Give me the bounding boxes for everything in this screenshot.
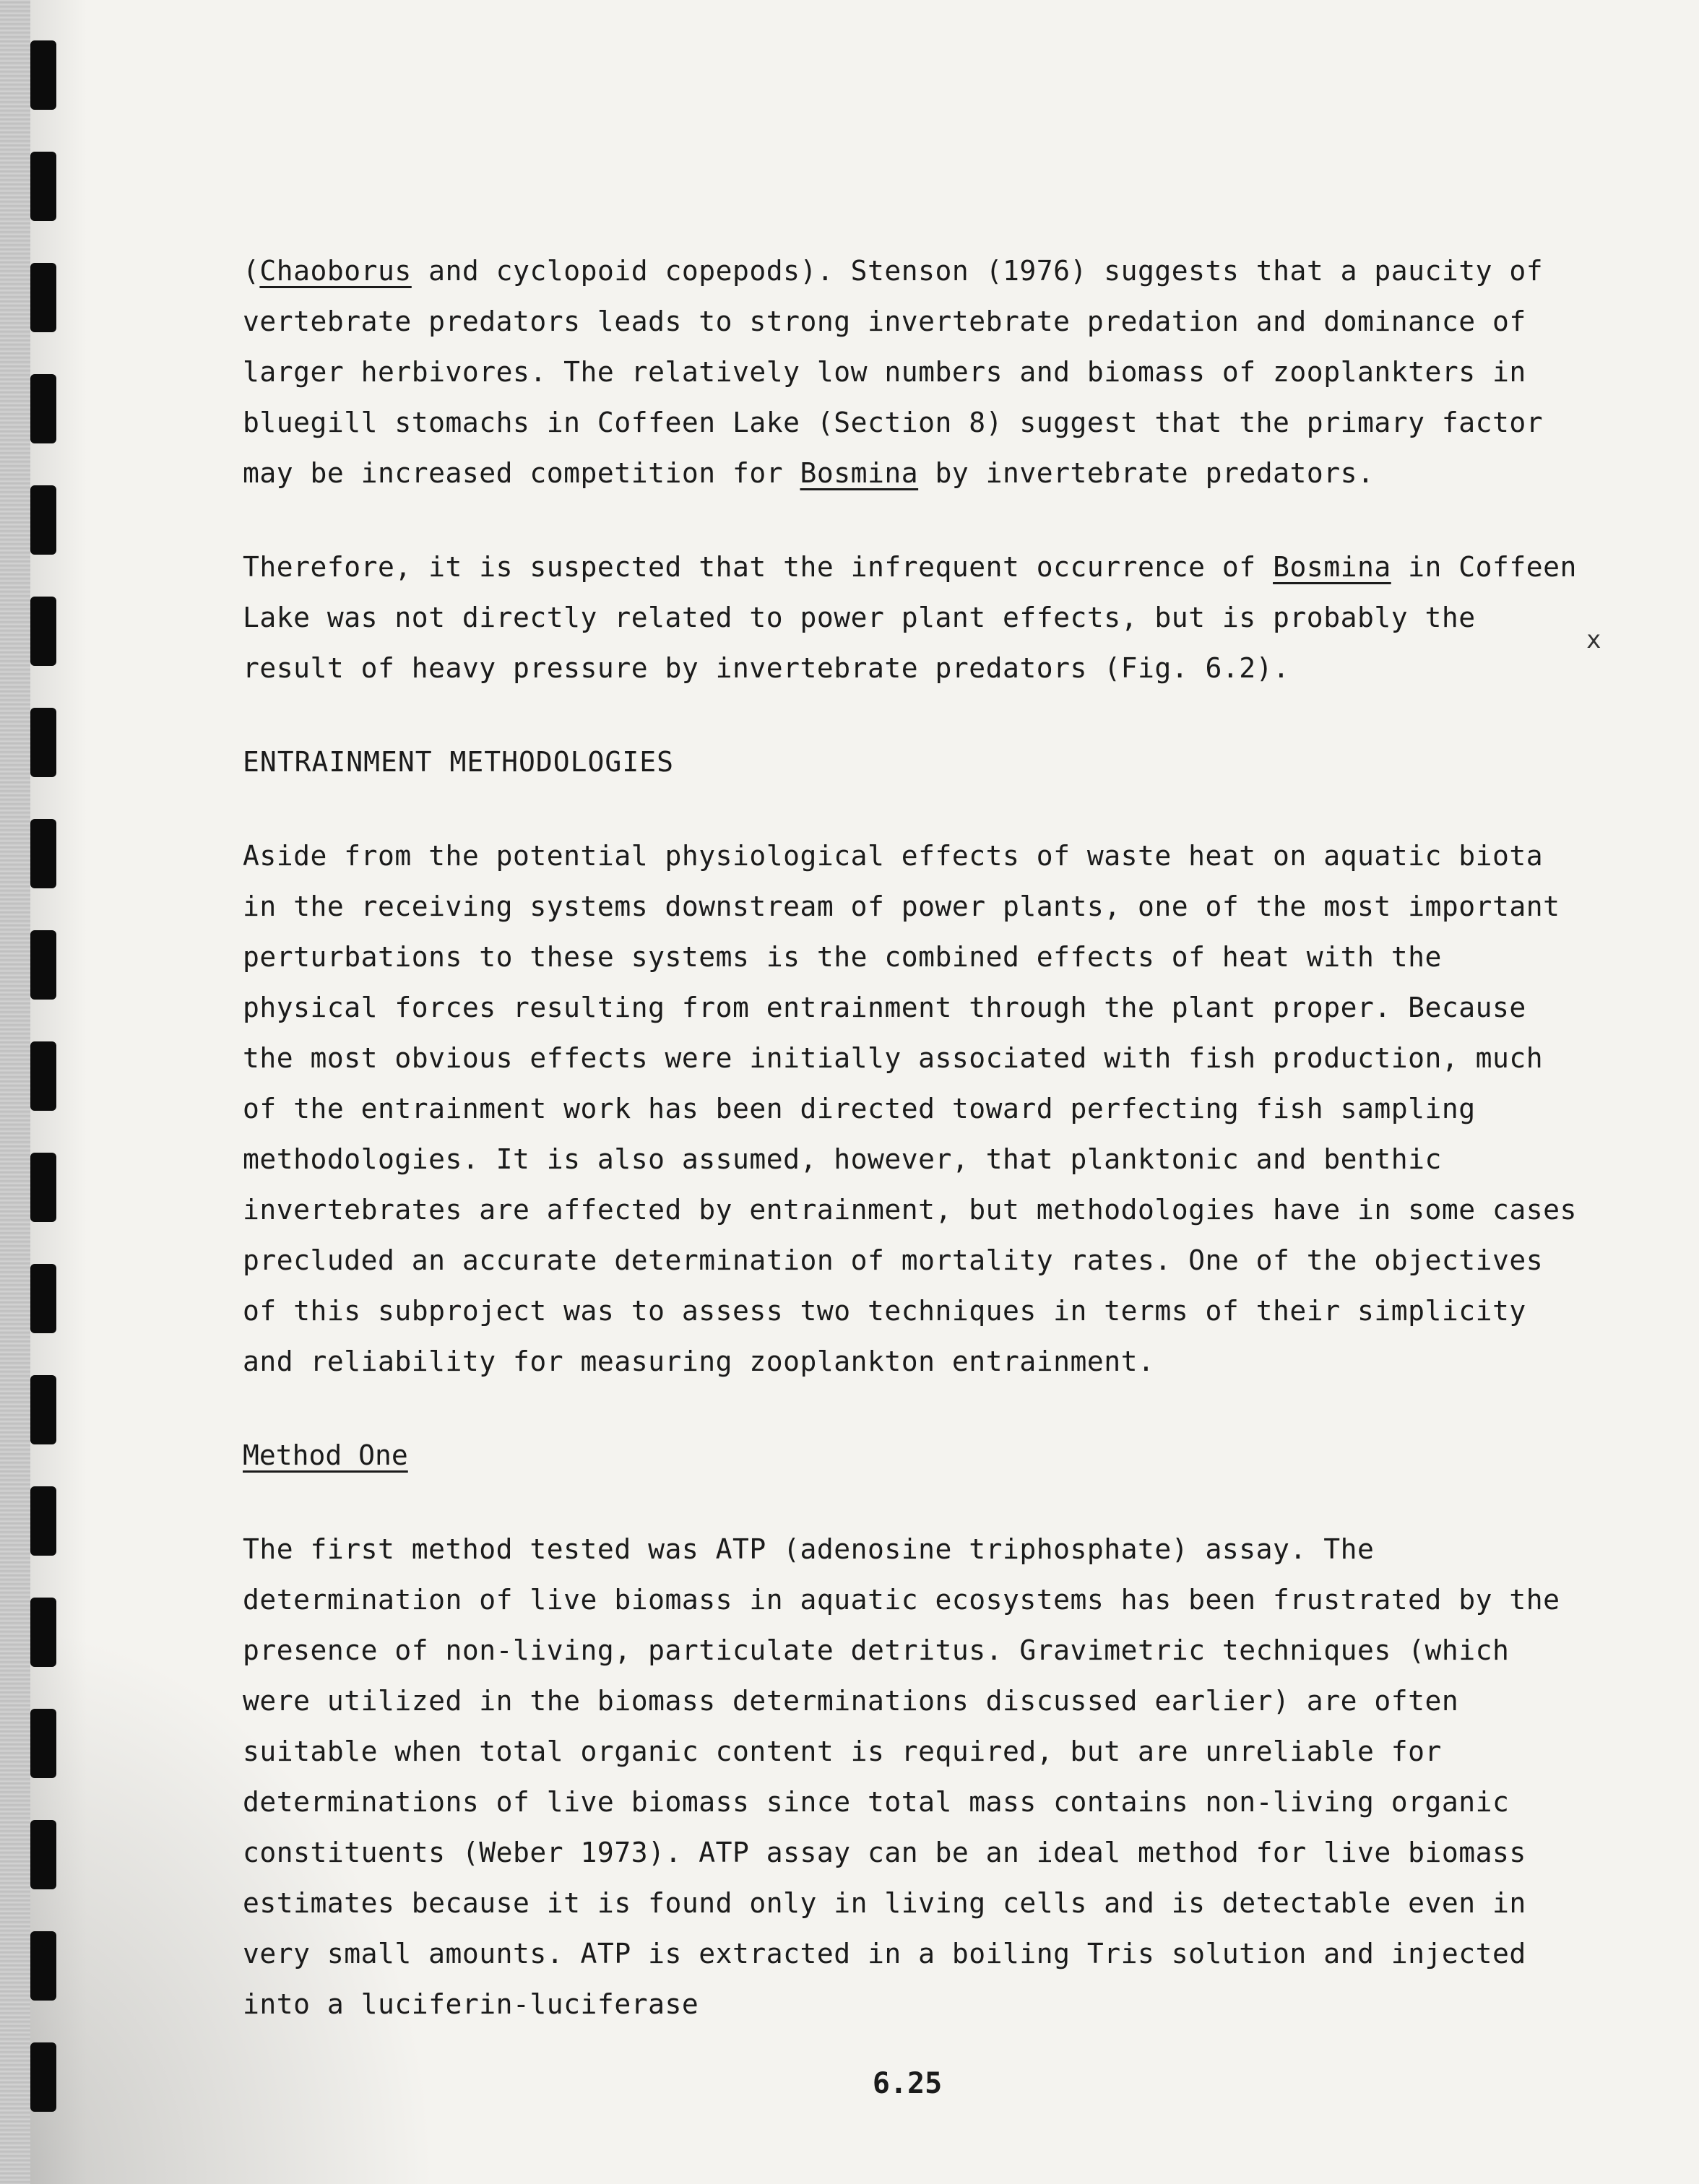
- punch-hole: [30, 1931, 56, 2001]
- paragraph-entrainment: Aside from the potential physiological effects of waste heat on aquatic biota in the receiving systems downstream of power plants, one of the most important perturbations to these systems is the combined effects of heat with the physical forces resulting from entrainment through the plant proper. Because the most obvious effects were initially associated with fish production, much of the entrainment work has been directed toward perfecting fish sampling methodologies. It is also assumed, however, that planktonic and benthic invertebrates are affected by entrainment, but methodologies have in some cases precluded an accurate determination of mortality rates. One of the objectives of this subproject was to assess two techniques in terms of their simplicity and reliability for measuring zooplankton entrainment.: [243, 840, 1577, 1377]
- punch-hole: [30, 930, 56, 1000]
- punch-hole: [30, 1375, 56, 1444]
- punch-hole: [30, 374, 56, 443]
- punch-hole: [30, 40, 56, 110]
- punch-hole: [30, 1820, 56, 1889]
- punch-hole: [30, 1041, 56, 1111]
- punch-hole: [30, 1486, 56, 1556]
- margin-mark: x: [1586, 625, 1601, 654]
- text-run: by invertebrate predators.: [918, 457, 1375, 489]
- taxon-chaoborus: Chaoborus: [259, 255, 412, 287]
- punch-hole: [30, 485, 56, 555]
- section-heading: ENTRAINMENT METHODOLOGIES: [243, 746, 674, 778]
- punch-hole: [30, 1709, 56, 1778]
- text-run: (: [243, 255, 260, 287]
- punch-hole: [30, 263, 56, 332]
- subsection-heading: Method One: [243, 1439, 408, 1471]
- paragraph-conclusion: [243, 542, 1586, 693]
- binding-strip: [0, 0, 30, 2184]
- punch-hole: [30, 1153, 56, 1222]
- paragraph-predation: [243, 246, 1586, 498]
- page-number: 6.25: [872, 2067, 943, 2100]
- taxon-bosmina: Bosmina: [1273, 551, 1391, 583]
- text-run: Therefore, it is suspected that the infrequent occurrence of: [243, 551, 1274, 583]
- punch-hole: [30, 597, 56, 666]
- text-run: and cyclopoid copepods). Stenson (1976) suggests that a paucity of vertebrate predators leads to strong invertebrate predation and dominance of larger herbivores. The relatively low numbers and biomass of zooplankters in bluegill stomachs in Coffeen Lake (Section 8) suggest that the primary factor may be increased competition for: [243, 255, 1544, 489]
- punch-hole: [30, 1264, 56, 1333]
- punch-hole: [30, 152, 56, 221]
- paragraph-atp-method: The first method tested was ATP (adenosine triphosphate) assay. The determination of live biomass in aquatic ecosystems has been frustrated by the presence of non-living, particulate detritus. Gravimetric techniques (which were utilized in the biomass determinations discussed earlier) are often suitable when total organic content is required, but are unreliable for determinations of live biomass since total mass contains non-living organic constituents (Weber 1973). ATP assay can be an ideal method for live biomass estimates because it is found only in living cells and is detectable even in very small amounts. ATP is extracted in a boiling Tris solution and injected into a luciferin-luciferase: [243, 1533, 1560, 2020]
- punch-hole: [30, 1598, 56, 1667]
- punch-hole: [30, 2042, 56, 2112]
- text-run: in Coffeen Lake was not directly related to power plant effects, but is probably the result of heavy pressure by invertebrate predators (Fig. 6.2).: [243, 551, 1577, 684]
- punch-hole: [30, 708, 56, 777]
- text-body: [243, 246, 1586, 2029]
- punch-hole: [30, 819, 56, 888]
- taxon-bosmina: Bosmina: [800, 457, 919, 489]
